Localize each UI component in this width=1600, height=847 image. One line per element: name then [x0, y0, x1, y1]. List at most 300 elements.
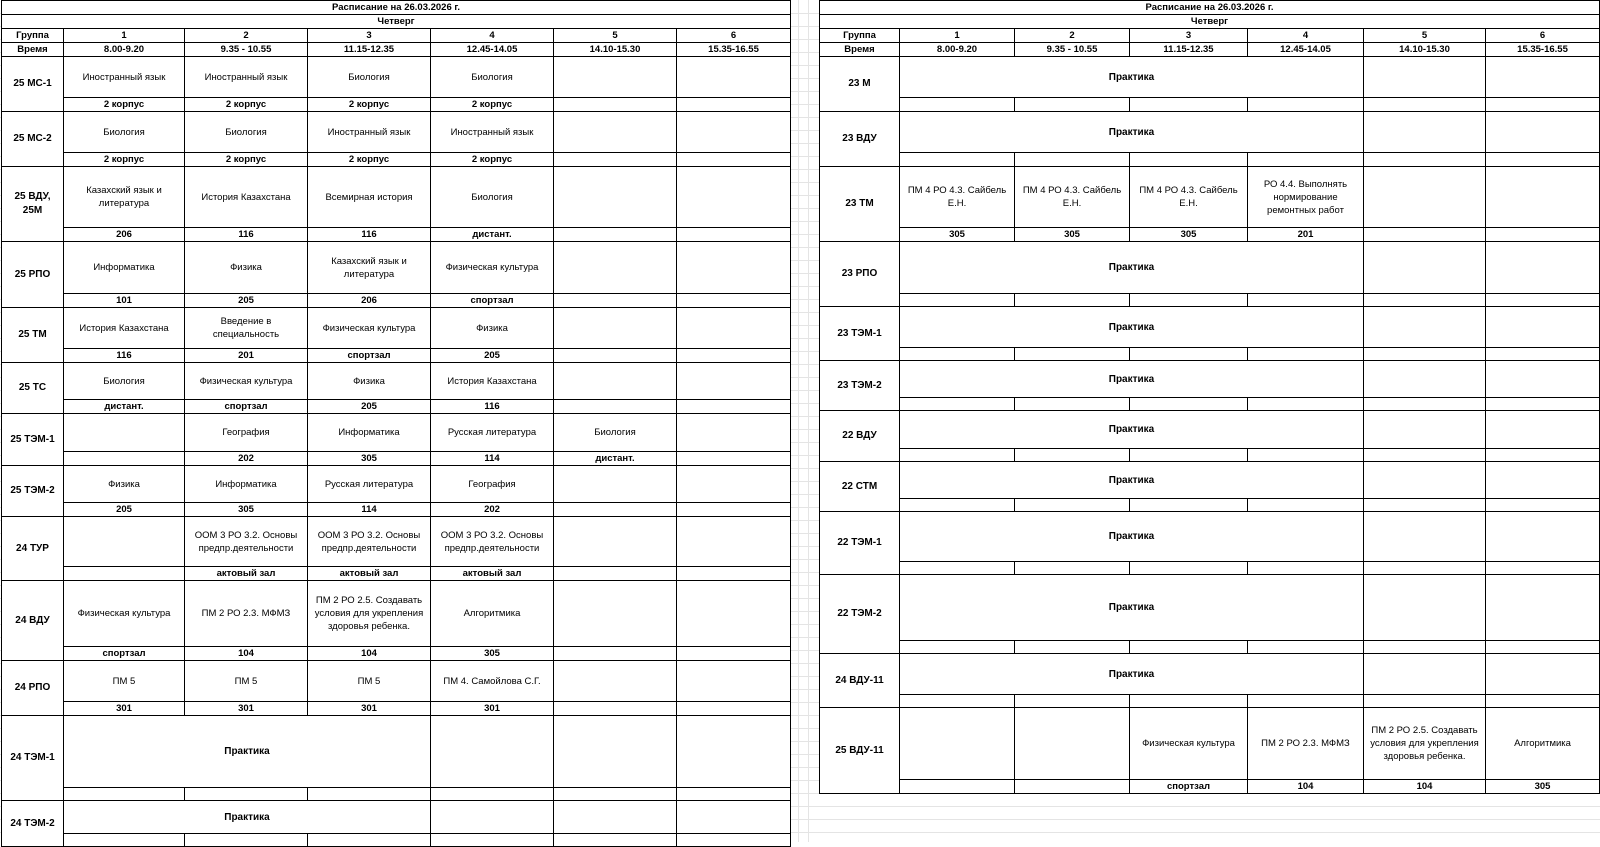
pair-time: 11.15-12.35 [308, 43, 431, 57]
room-cell: дистант. [431, 228, 554, 242]
room-cell [677, 702, 791, 716]
room-cell: актовый зал [431, 567, 554, 581]
group-row [2, 167, 791, 228]
group-row [2, 716, 791, 788]
group-name: 23 М [820, 57, 900, 112]
subject-cell: География [431, 466, 554, 503]
room-cell [677, 567, 791, 581]
pair-time: 8.00-9.20 [900, 43, 1015, 57]
room-cell: 305 [1486, 780, 1600, 794]
empty-cell [900, 398, 1015, 411]
subject-cell [677, 308, 791, 349]
room-cell: спортзал [1130, 780, 1248, 794]
group-name: 25 ТЭМ-1 [2, 414, 64, 466]
room-row [820, 562, 1600, 575]
room-row [820, 153, 1600, 167]
empty-cell [1486, 398, 1600, 411]
room-row [820, 641, 1600, 654]
subject-cell: Биология [64, 112, 185, 153]
empty-cell [900, 294, 1015, 307]
group-name: 23 РПО [820, 242, 900, 307]
empty-cell [1248, 294, 1364, 307]
subject-cell: Русская литература [431, 414, 554, 452]
practice-cell: Практика [900, 512, 1364, 562]
room-cell: 114 [308, 503, 431, 517]
group-header: Группа [820, 29, 900, 43]
room-cell: дистант. [64, 400, 185, 414]
empty-cell [900, 641, 1015, 654]
subject-cell [554, 581, 677, 647]
room-cell: 305 [431, 647, 554, 661]
subject-cell: Казахский язык и литература [64, 167, 185, 228]
empty-cell [1486, 294, 1600, 307]
empty-cell [1248, 98, 1364, 112]
practice-cell: Практика [900, 411, 1364, 449]
group-row [820, 112, 1600, 153]
group-name: 24 ВДУ [2, 581, 64, 661]
practice-cell: Практика [900, 462, 1364, 499]
room-row [2, 834, 791, 847]
room-cell [1486, 228, 1600, 242]
empty-cell [1486, 57, 1600, 98]
subject-cell [554, 363, 677, 400]
subject-cell [554, 167, 677, 228]
empty-cell [1364, 242, 1486, 294]
pair-time: 12.45-14.05 [1248, 43, 1364, 57]
empty-cell [1486, 449, 1600, 462]
group-name: 25 ТС [2, 363, 64, 414]
room-cell [677, 349, 791, 363]
subject-cell: ПМ 2 РО 2.3. МФМЗ [185, 581, 308, 647]
subject-cell: ПМ 4. Самойлова С.Г. [431, 661, 554, 702]
group-name: 25 ВДУ, 25М [2, 167, 64, 242]
room-row [2, 98, 791, 112]
pair-time: 14.10-15.30 [1364, 43, 1486, 57]
empty-cell [1130, 499, 1248, 512]
subject-cell [677, 414, 791, 452]
empty-cell [1364, 449, 1486, 462]
practice-cell: Практика [900, 112, 1364, 153]
subject-cell [677, 466, 791, 503]
subject-cell [677, 363, 791, 400]
empty-cell [1248, 641, 1364, 654]
room-cell: 2 корпус [64, 153, 185, 167]
room-cell: 116 [431, 400, 554, 414]
subject-cell: Физическая культура [308, 308, 431, 349]
empty-cell [1015, 153, 1130, 167]
room-row [2, 400, 791, 414]
pair-time: 11.15-12.35 [1130, 43, 1248, 57]
subject-cell: Информатика [64, 242, 185, 294]
practice-cell: Практика [900, 307, 1364, 348]
empty-cell [431, 834, 554, 847]
room-cell [1015, 780, 1130, 794]
room-cell: 205 [431, 349, 554, 363]
subject-cell [677, 57, 791, 98]
room-cell: 104 [1364, 780, 1486, 794]
room-cell: дистант. [554, 452, 677, 466]
subject-cell: Физическая культура [1130, 708, 1248, 780]
practice-cell: Практика [64, 801, 431, 834]
group-row [820, 512, 1600, 562]
room-cell: 2 корпус [308, 153, 431, 167]
room-row [2, 349, 791, 363]
time-row [820, 43, 1600, 57]
room-cell [554, 153, 677, 167]
empty-cell [1364, 348, 1486, 361]
subject-cell: Физическая культура [431, 242, 554, 294]
group-row [2, 308, 791, 349]
group-name: 25 ТМ [2, 308, 64, 363]
room-cell: актовый зал [308, 567, 431, 581]
empty-cell [1486, 512, 1600, 562]
room-row [2, 647, 791, 661]
room-cell [677, 228, 791, 242]
empty-cell [1364, 153, 1486, 167]
room-cell: 2 корпус [308, 98, 431, 112]
subject-cell: ПМ 2 РО 2.5. Создавать условия для укрепления здоровья ребенка. [308, 581, 431, 647]
room-cell [554, 702, 677, 716]
group-row [820, 57, 1600, 98]
group-name: 23 ТМ [820, 167, 900, 242]
empty-cell [677, 834, 791, 847]
room-cell: спортзал [185, 400, 308, 414]
empty-cell [1364, 98, 1486, 112]
group-name: 25 ВДУ-11 [820, 708, 900, 794]
group-row [2, 466, 791, 503]
room-cell [900, 780, 1015, 794]
room-row [820, 695, 1600, 708]
subject-cell [64, 414, 185, 452]
empty-cell [1130, 294, 1248, 307]
time-row [2, 43, 791, 57]
pair-number: 4 [431, 29, 554, 43]
subject-cell: ПМ 2 РО 2.5. Создавать условия для укрепления здоровья ребенка. [1364, 708, 1486, 780]
room-cell [677, 503, 791, 517]
pair-number: 4 [1248, 29, 1364, 43]
schedule-table-left [1, 0, 791, 847]
group-row [2, 661, 791, 702]
subject-cell [554, 466, 677, 503]
room-cell: 305 [1130, 228, 1248, 242]
subject-cell: География [185, 414, 308, 452]
empty-cell [1130, 153, 1248, 167]
room-cell [554, 567, 677, 581]
subject-cell: Физика [64, 466, 185, 503]
subject-cell [677, 661, 791, 702]
subject-cell [554, 308, 677, 349]
subject-cell: Физика [185, 242, 308, 294]
subject-cell: Иностранный язык [64, 57, 185, 98]
subject-cell: Биология [64, 363, 185, 400]
room-row [2, 153, 791, 167]
empty-cell [554, 834, 677, 847]
empty-cell [1364, 294, 1486, 307]
subject-cell: ПМ 5 [308, 661, 431, 702]
empty-cell [554, 716, 677, 788]
subject-cell: Физика [431, 308, 554, 349]
room-cell: 305 [185, 503, 308, 517]
empty-cell [64, 834, 185, 847]
pair-number: 3 [308, 29, 431, 43]
room-row [2, 567, 791, 581]
title-row [820, 1, 1600, 15]
subject-cell: Информатика [185, 466, 308, 503]
group-name: 22 ТЭМ-2 [820, 575, 900, 654]
empty-cell [431, 716, 554, 788]
room-cell [64, 567, 185, 581]
pair-number: 2 [185, 29, 308, 43]
room-cell: 2 корпус [185, 153, 308, 167]
empty-cell [1248, 449, 1364, 462]
room-cell: 104 [308, 647, 431, 661]
title-row [2, 1, 791, 15]
empty-cell [1364, 562, 1486, 575]
empty-cell [1015, 294, 1130, 307]
empty-cell [1364, 398, 1486, 411]
empty-cell [1015, 562, 1130, 575]
room-cell: 101 [64, 294, 185, 308]
empty-cell [1486, 242, 1600, 294]
empty-cell [1486, 575, 1600, 641]
room-row [820, 294, 1600, 307]
subject-cell [1015, 708, 1130, 780]
day-of-week: Четверг [820, 15, 1600, 29]
group-row [2, 801, 791, 834]
empty-cell [1130, 695, 1248, 708]
room-cell [554, 349, 677, 363]
room-cell [677, 400, 791, 414]
room-cell: 116 [308, 228, 431, 242]
room-cell: 205 [308, 400, 431, 414]
room-cell: спортзал [64, 647, 185, 661]
subject-cell: Русская литература [308, 466, 431, 503]
subject-cell: ПМ 2 РО 2.3. МФМЗ [1248, 708, 1364, 780]
group-name: 23 ВДУ [820, 112, 900, 167]
empty-cell [554, 801, 677, 834]
subject-cell: Иностранный язык [431, 112, 554, 153]
group-row [2, 242, 791, 294]
subject-cell: ООМ 3 РО 3.2. Основы предпр.деятельности [431, 517, 554, 567]
group-name: 23 ТЭМ-2 [820, 361, 900, 411]
room-cell: спортзал [308, 349, 431, 363]
pair-number: 1 [64, 29, 185, 43]
empty-cell [1015, 449, 1130, 462]
group-row [820, 462, 1600, 499]
room-cell: 206 [308, 294, 431, 308]
subject-cell [677, 167, 791, 228]
empty-cell [677, 788, 791, 801]
subject-cell: Физическая культура [64, 581, 185, 647]
subject-cell [900, 708, 1015, 780]
room-cell: 114 [431, 452, 554, 466]
practice-cell: Практика [900, 361, 1364, 398]
empty-cell [900, 449, 1015, 462]
pair-number: 2 [1015, 29, 1130, 43]
group-row [2, 517, 791, 567]
room-cell [554, 294, 677, 308]
empty-cell [900, 562, 1015, 575]
time-header: Время [2, 43, 64, 57]
subject-cell [554, 517, 677, 567]
room-cell: актовый зал [185, 567, 308, 581]
schedule-title: Расписание на 26.03.2026 г. [2, 1, 791, 15]
empty-cell [1486, 654, 1600, 695]
group-row [820, 361, 1600, 398]
room-cell: 201 [1248, 228, 1364, 242]
group-row [2, 112, 791, 153]
room-cell: 202 [431, 503, 554, 517]
group-row [2, 414, 791, 452]
empty-cell [1486, 348, 1600, 361]
empty-cell [1130, 449, 1248, 462]
empty-cell [1248, 348, 1364, 361]
empty-cell [431, 788, 554, 801]
subject-cell: Биология [308, 57, 431, 98]
subject-cell: Введение в специальность [185, 308, 308, 349]
subject-cell: Биология [431, 167, 554, 228]
pair-number: 3 [1130, 29, 1248, 43]
practice-cell: Практика [900, 575, 1364, 641]
subject-cell: ПМ 5 [185, 661, 308, 702]
subject-cell: Биология [554, 414, 677, 452]
subject-cell: ПМ 4 РО 4.3. Сайбель Е.Н. [1015, 167, 1130, 228]
group-header: Группа [2, 29, 64, 43]
subject-cell [1364, 167, 1486, 228]
pair-time: 9.35 - 10.55 [185, 43, 308, 57]
group-name: 24 ТЭМ-1 [2, 716, 64, 801]
room-row [2, 294, 791, 308]
time-header: Время [820, 43, 900, 57]
subject-cell: Алгоритмика [1486, 708, 1600, 780]
empty-cell [1486, 499, 1600, 512]
empty-cell [554, 788, 677, 801]
subject-cell: Биология [185, 112, 308, 153]
empty-cell [1130, 98, 1248, 112]
room-cell: 301 [431, 702, 554, 716]
pair-time: 15.35-16.55 [677, 43, 791, 57]
group-name: 22 ТЭМ-1 [820, 512, 900, 575]
empty-cell [1015, 499, 1130, 512]
group-row [820, 167, 1600, 228]
room-cell [554, 228, 677, 242]
room-row [2, 702, 791, 716]
empty-cell [1364, 307, 1486, 348]
group-row [820, 411, 1600, 449]
room-row [2, 788, 791, 801]
subject-cell: Иностранный язык [308, 112, 431, 153]
room-cell [677, 452, 791, 466]
subject-cell: ООМ 3 РО 3.2. Основы предпр.деятельности [185, 517, 308, 567]
group-row [2, 363, 791, 400]
practice-cell: Практика [64, 716, 431, 788]
empty-cell [1364, 512, 1486, 562]
empty-cell [1364, 57, 1486, 98]
empty-cell [1364, 499, 1486, 512]
empty-cell [1015, 348, 1130, 361]
pair-number-row [820, 29, 1600, 43]
day-of-week: Четверг [2, 15, 791, 29]
room-cell [677, 294, 791, 308]
group-name: 25 ТЭМ-2 [2, 466, 64, 517]
subject-cell [677, 517, 791, 567]
group-row [820, 708, 1600, 780]
subject-cell [554, 661, 677, 702]
empty-cell [1486, 695, 1600, 708]
room-row [820, 228, 1600, 242]
room-row [820, 780, 1600, 794]
empty-cell [308, 788, 431, 801]
empty-cell [900, 153, 1015, 167]
empty-cell [1248, 562, 1364, 575]
room-cell [677, 647, 791, 661]
pair-time: 15.35-16.55 [1486, 43, 1600, 57]
pair-number-row [2, 29, 791, 43]
schedule-table-right [819, 0, 1600, 794]
subject-cell: Всемирная история [308, 167, 431, 228]
subject-cell: ПМ 5 [64, 661, 185, 702]
pair-number: 1 [900, 29, 1015, 43]
subject-cell: ПМ 4 РО 4.3. Сайбель Е.Н. [900, 167, 1015, 228]
subject-cell: История Казахстана [185, 167, 308, 228]
empty-cell [1364, 695, 1486, 708]
pair-number: 5 [554, 29, 677, 43]
pair-number: 6 [677, 29, 791, 43]
empty-cell [1248, 398, 1364, 411]
practice-cell: Практика [900, 57, 1364, 98]
practice-cell: Практика [900, 654, 1364, 695]
room-cell: 104 [1248, 780, 1364, 794]
group-row [820, 654, 1600, 695]
room-cell: 2 корпус [185, 98, 308, 112]
room-cell [64, 452, 185, 466]
room-cell: 2 корпус [431, 98, 554, 112]
empty-cell [308, 834, 431, 847]
empty-cell [1364, 411, 1486, 449]
empty-cell [1248, 153, 1364, 167]
empty-cell [1486, 98, 1600, 112]
pair-time: 9.35 - 10.55 [1015, 43, 1130, 57]
empty-cell [1130, 348, 1248, 361]
empty-cell [431, 801, 554, 834]
room-row [2, 503, 791, 517]
room-cell: 2 корпус [64, 98, 185, 112]
room-cell: 116 [64, 349, 185, 363]
room-cell [1364, 228, 1486, 242]
room-cell: 206 [64, 228, 185, 242]
room-cell: 205 [185, 294, 308, 308]
empty-cell [1486, 307, 1600, 348]
room-cell [554, 503, 677, 517]
empty-cell [1486, 641, 1600, 654]
empty-cell [185, 788, 308, 801]
subject-cell [554, 57, 677, 98]
subject-cell [554, 112, 677, 153]
room-cell: 301 [185, 702, 308, 716]
room-row [820, 398, 1600, 411]
empty-cell [64, 788, 185, 801]
room-cell [554, 400, 677, 414]
pair-number: 5 [1364, 29, 1486, 43]
pair-time: 14.10-15.30 [554, 43, 677, 57]
empty-cell [1486, 562, 1600, 575]
empty-cell [677, 801, 791, 834]
empty-cell [1364, 462, 1486, 499]
empty-cell [1015, 398, 1130, 411]
subject-cell [1486, 167, 1600, 228]
subject-cell: ПМ 4 РО 4.3. Сайбель Е.Н. [1130, 167, 1248, 228]
room-cell: 305 [1015, 228, 1130, 242]
